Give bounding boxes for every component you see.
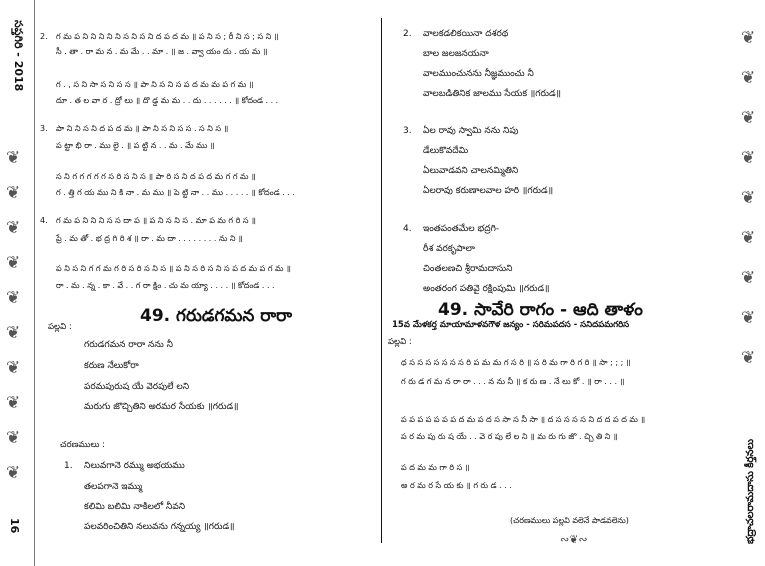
sahitya-line: రా . మ . న్న . కా . వే . . గ రా క్షిం . చు మ య్యా . . . . ॥ కోదండ . . . [56, 281, 275, 290]
verse-num: 2. [403, 29, 412, 39]
charanam-line: తలపగానె ఇమ్ము [84, 482, 143, 492]
pallavi-label: పల్లవి : [48, 322, 72, 332]
vine-ornament-icon: ❦ [6, 288, 21, 308]
swara-line: గ . , స ని సా స ని స స ॥ పా ని స ని స ప ద మ మ ప గ మ ॥ [56, 80, 254, 89]
charanam-label: చరణములు : [60, 440, 105, 450]
swara-line: గ మ ప ని ని ని స స దా ప ॥ ప ని స ని స . మా ప మ గ రి స ॥ [56, 216, 256, 225]
page-divider [381, 18, 382, 543]
pallavi-label: పల్లవి : [388, 337, 412, 347]
vine-ornament-icon: ❦ [6, 393, 21, 413]
right-ornamental-border [735, 0, 765, 566]
vine-ornament-icon: ❦ [741, 28, 756, 48]
verse-num: 4. [403, 224, 412, 234]
charanam-line: చింతలణచి శ్రీరామదాసుని [423, 264, 513, 274]
charanam-line: వాలబడితినిక జాలము సేయక ॥గరుడ॥ [423, 89, 562, 99]
charanam-line: నిలువగానె రమ్ము అభయము [84, 461, 185, 471]
verse-num: 2. [40, 32, 48, 41]
flourish-ornament-icon: ∾❦∾ [560, 533, 588, 546]
vine-ornament-icon: ❦ [741, 228, 756, 248]
pallavi-line: మరుగు జొచ్చితిని అరమర సేయకు ॥గరుడ॥ [84, 402, 239, 412]
vine-ornament-icon: ❦ [6, 428, 21, 448]
verse-num: 1. [64, 461, 73, 471]
verse-num: 4. [40, 216, 48, 225]
vine-ornament-icon: ❦ [6, 253, 21, 273]
running-title-left: సప్తగిరి - 2018 [12, 20, 25, 92]
running-title-right: భద్రాచలరామదాసు కీర్తనలు [745, 438, 756, 544]
sahitya-line: సీ . తా . రా మ న . మ మే . . మా . ॥ జ . వ్వా యం దు . య మ ॥ [56, 47, 268, 56]
sahitya-line: ప ర మ పు రు ష యే . . వె ర పు లే ల ని ॥ మ రు గు జొ . చ్చి తి ని ॥ [401, 432, 618, 441]
verse-num: 3. [403, 126, 412, 136]
swara-line: ప ప ప ప ప ప ప ద మ ప ద స సా స నీ సా ॥ ద స స స స ని ద ద ప ద మ ॥ [401, 415, 646, 424]
charanam-line: ఏల రావు స్వామి నను నిపు [423, 126, 519, 136]
vine-ornament-icon: ❦ [6, 148, 21, 168]
swara-line: ప ద మ మ గా రి స ॥ [401, 463, 470, 472]
charanam-line: కలిమి బలిమి నాకిలలో నీవని [84, 502, 186, 512]
sahitya-line: గ . త్తి గ య ము ని కి నా . మ ము ॥ పె ట్టి నా . . ము . . . . . ॥ కోదండ . . . [56, 188, 295, 197]
sahitya-line: ప్రే . మ తో . భ ద్ర గి రి శ ॥ రా . మ దా . . . . . . . . ను ని ॥ [56, 234, 243, 243]
vine-ornament-icon: ❦ [6, 463, 21, 483]
charanam-line: ఏలువాడవని చాలనమ్మితిని [423, 166, 519, 176]
charanam-line: వాలకడలికయినా దశరథ [423, 29, 509, 39]
vine-ornament-icon: ❦ [741, 348, 756, 368]
vine-ornament-icon: ❦ [741, 68, 756, 88]
sahitya-line: దూ . త ల వా ర . ద్రో లు ॥ దొ డ్డ మ మ . . దు . . . . . . ॥ కోదండ . . . [56, 96, 279, 105]
page-number: 16 [8, 518, 21, 534]
sahitya-line: అ ర మ ర సే య కు ॥ గ రు డ . . . [401, 481, 512, 490]
charanam-line: పలవరించితిని నలువను గన్నయ్య ॥గరుడ॥ [84, 522, 235, 532]
charanam-line: ఏలరావు కరుణాలవాల హరి ॥గరుడ॥ [423, 186, 554, 196]
vine-ornament-icon: ❦ [6, 218, 21, 238]
sahitya-line: గ రు డ గ మ న రా రా . . . న ను నీ ॥ క రు ణ . నే లు కో . ॥ రా . . . ॥ [401, 377, 625, 386]
swara-line: ప ని స ని గ గ మ గ రి స రి స ని స ॥ ప ని స రి స ని స ప ద మ ప గ మ ॥ [56, 264, 291, 273]
footnote: (చరణములు పల్లవి వలెనే పాడవలెను) [510, 516, 629, 525]
swara-line: స ని గ గ గ గ గ స రి స ని స ॥ పా రి స ని ద ప ద మ గ గ మ ॥ [56, 172, 256, 181]
charanam-line: అంతరంగ పతివై రక్షింపుమి ॥గరుడ॥ [423, 284, 550, 294]
song-heading: 49. గరుడగమన రారా [140, 306, 293, 326]
swara-line: పా ని ని స ని ద ప ద మ ॥ పా ని స ని స స . స ని స ॥ [56, 124, 229, 133]
charanam-line: రీశ వరకృపాలా [423, 244, 475, 254]
charanam-line: ఇంతపంతమేల భద్రగి- [423, 224, 500, 234]
sahitya-line: ప ట్టా భి రా . ము లై . ॥ ప ట్టి న . . మ . మే ము ॥ [56, 141, 215, 150]
raga-info: 15వ మేళకర్త మాయామాళవగౌళ జన్యం - సరిమపదస - సనిదపమగరిస [392, 320, 630, 330]
charanam-line: వాలముంచునను నీజ్ఞముంచు నీ [423, 69, 534, 79]
swara-line: ధ స స స స స స స రి ప మ మ గ స రి ॥ స రి మ గా రి గ రి ॥ సా ; ; ; ॥ [401, 358, 631, 367]
vine-ornament-icon: ❦ [6, 358, 21, 378]
verse-num: 3. [40, 124, 48, 133]
vine-ornament-icon: ❦ [741, 188, 756, 208]
vine-ornament-icon: ❦ [741, 148, 756, 168]
vine-ornament-icon: ❦ [6, 183, 21, 203]
pallavi-line: కరుణ నేలుకోరా [84, 361, 139, 371]
charanam-line: డేలుకొవదేమి [423, 146, 469, 156]
pallavi-line: పరమపురుష యే వెరపులే లని [84, 382, 190, 392]
vine-ornament-icon: ❦ [741, 268, 756, 288]
pallavi-line: గరుడగమన రారా నను నీ [84, 340, 173, 350]
vine-ornament-icon: ❦ [6, 323, 21, 343]
charanam-line: బాల జలజనయనా [423, 49, 489, 59]
vine-ornament-icon: ❦ [741, 308, 756, 328]
vine-ornament-icon: ❦ [741, 108, 756, 128]
swara-line: గ మ ప ని ని ని ని ని స ని స ని ద ప ద మ ॥ ప ని స ; రీ ని స ; స ని ॥ [56, 32, 279, 41]
song-heading: 49. సావేరి రాగం - ఆది తాళం [438, 300, 643, 320]
left-ornamental-border [0, 0, 35, 566]
